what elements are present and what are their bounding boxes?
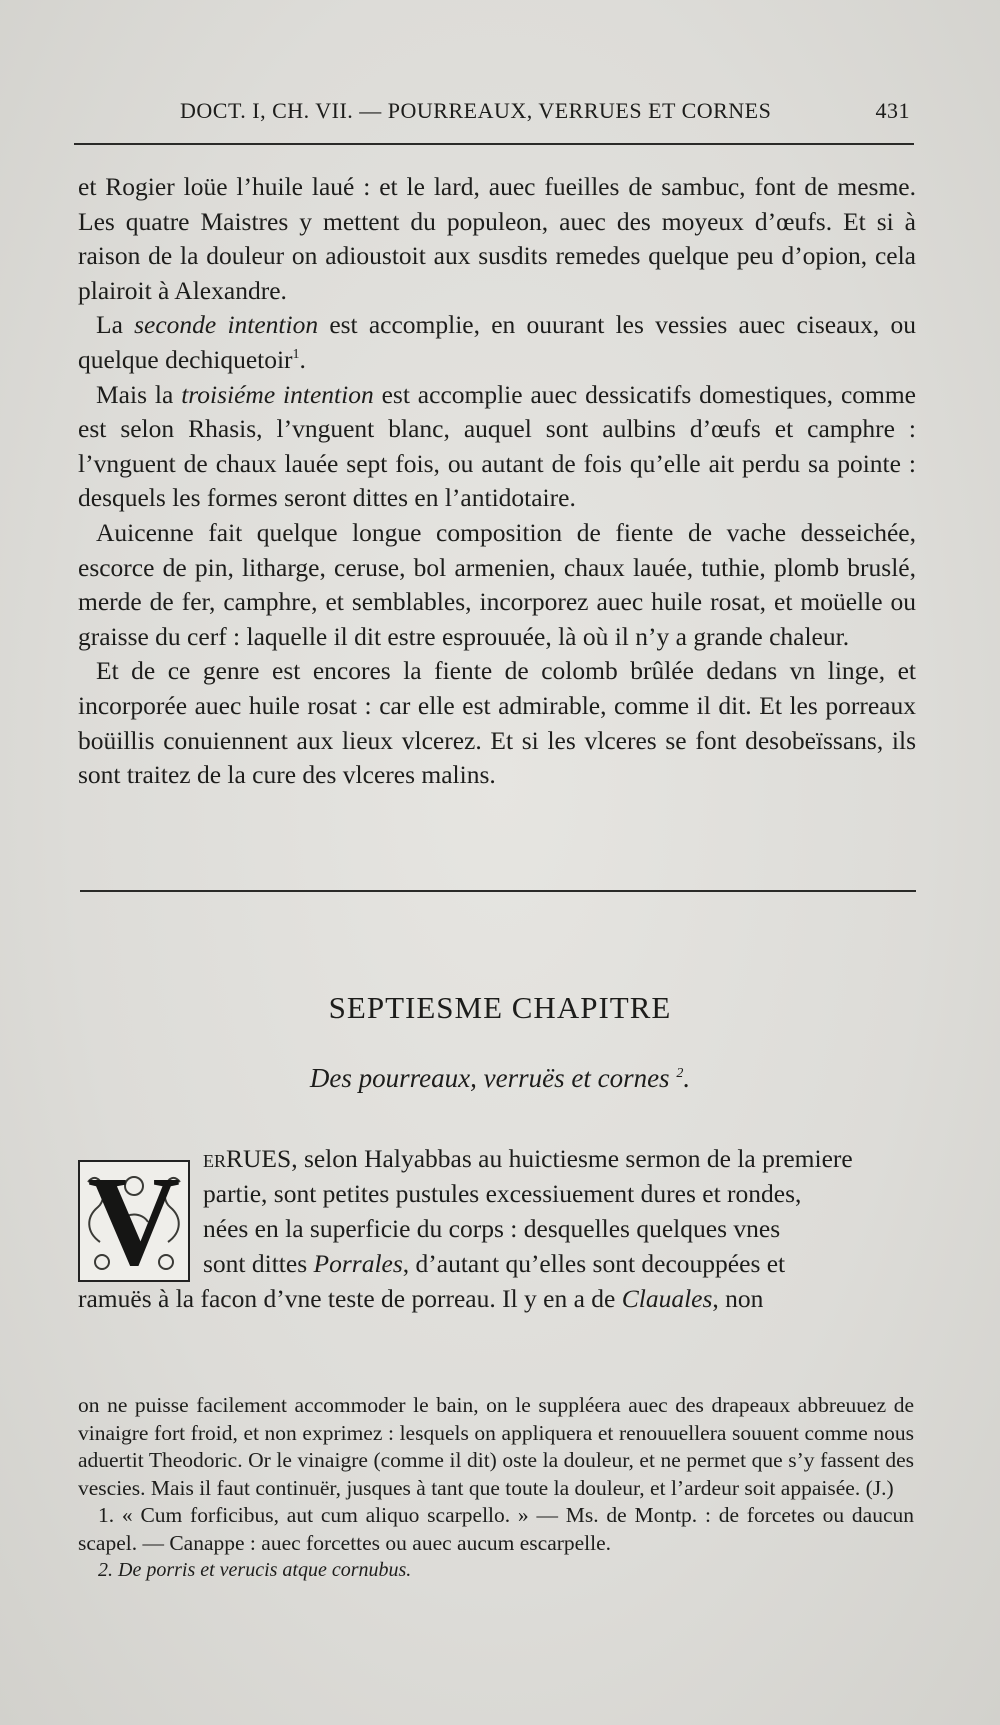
footnotes [78,1392,914,1585]
paragraph-2: La seconde intention est accomplie, en ouurant les vessies auec ciseaux, ou quelque dechiquetoir$^1$. [78,310,916,374]
emphasis-seconde: seconde intention [134,310,319,340]
chapter-title: SEPTIESME CHAPITRE [328,990,672,1025]
chapter-line-2: partie, sont petites pustules excessiuement dures et rondes, [203,1179,802,1208]
footnote-1: 1. « Cum forficibus, aut cum aliquo scarpello. » — Ms. de Montp. : de forcetes ou daucun scapel. — Canappe : auec forcettes ou auec aucum escarpelle. [78,1503,914,1555]
paragraph-1: et Rogier loüe l’huile laué : et le lard, auec fueilles de sambuc, font de mesme. Les quatre Maistres y mettent du populeon, auec des moyeux d’œufs. Et si à raison de la douleur on adioustoit aux susdits remedes quelque peu d’opion, cela plairoit à Alexandre. [78,172,916,305]
header-rule [74,143,914,145]
initial-letter: V [87,1160,181,1282]
section-divider [80,890,916,892]
chapter-text [78,1141,914,1316]
paragraph-3: Mais la troisiéme intention est accomplie auec dessicatifs domestiques, comme est selon Rhasis, l’vnguent blanc, auquel sont aulbins d’œufs et camphre : l’vnguent de chaux lauée sept fois, ou autant de fois qu’elle ait perdu sa pointe : desquels les formes seront dittes en l’antidotaire. [78,379,916,513]
footnote-2: 2. De porris et verucis atque cornubus. [98,1559,412,1581]
chapter-line-5: ramuës à la facon d’vne teste de porreau. Il y en a de Clauales, non [78,1284,764,1313]
paragraph-5: Et de ce genre est encores la fiente de colomb brûlée dedans vn linge, et incorporée auec huile rosat : car elle est admirable, comme il dit. Et les porreaux boüillis conuiennent aux lieux vlcerez. Et si les vlceres se font desobeïssans, ils sont traitez de la cure des vlceres malins. [78,656,916,790]
footnote-continuation: on ne puisse facilement accommoder le bain, on le suppléera auec des drapeaux abbreuuez de vinaigre fort froid, et non exprimez : lesquels on appliquera et renouuellera souuent comme nous aduertit Theodoric. Or le vinaigre (comme il dit) oste la douleur, et ne permet que s’y fassent des vescies. Mais il faut continuër, jusques à tant que toute la douleur, et l’ardeur soit appaisée. (J.) [78,1393,914,1500]
chapter-subtitle: Des pourreaux, verruës et cornes $^2$. [309,1063,691,1093]
paragraph-4: Auicenne fait quelque longue composition de fiente de vache desseichée, escorce de pin, litharge, ceruse, bol armenien, chaux lauée, tuthie, plomb bruslé, merde de fer, camphre, et semblables, incorporez auec huile rosat, et moüelle ou graisse du cerf : laquelle il dit estre esprouuée, là où il n’y a grande chaleur. [78,517,916,651]
footnote-ref-2: 2 [676,1066,684,1081]
chapter-line-1: erRUES, selon Halyabbas au huictiesme sermon de la premiere [203,1144,853,1173]
main-text [78,170,916,793]
footnote-ref-1: 1 [292,346,300,362]
emphasis-troisieme: troisiéme intention [181,379,374,409]
page-number: 431 [875,98,910,123]
chapter-line-3: nées en la superficie du corps : desquelles quelques vnes [203,1214,781,1243]
chapter-line-4: sont dittes Porrales, d’autant qu’elles sont decouppées et [203,1249,786,1278]
running-title: DOCT. I, CH. VII. — POURREAUX, VERRUES ET CORNES [180,98,772,123]
